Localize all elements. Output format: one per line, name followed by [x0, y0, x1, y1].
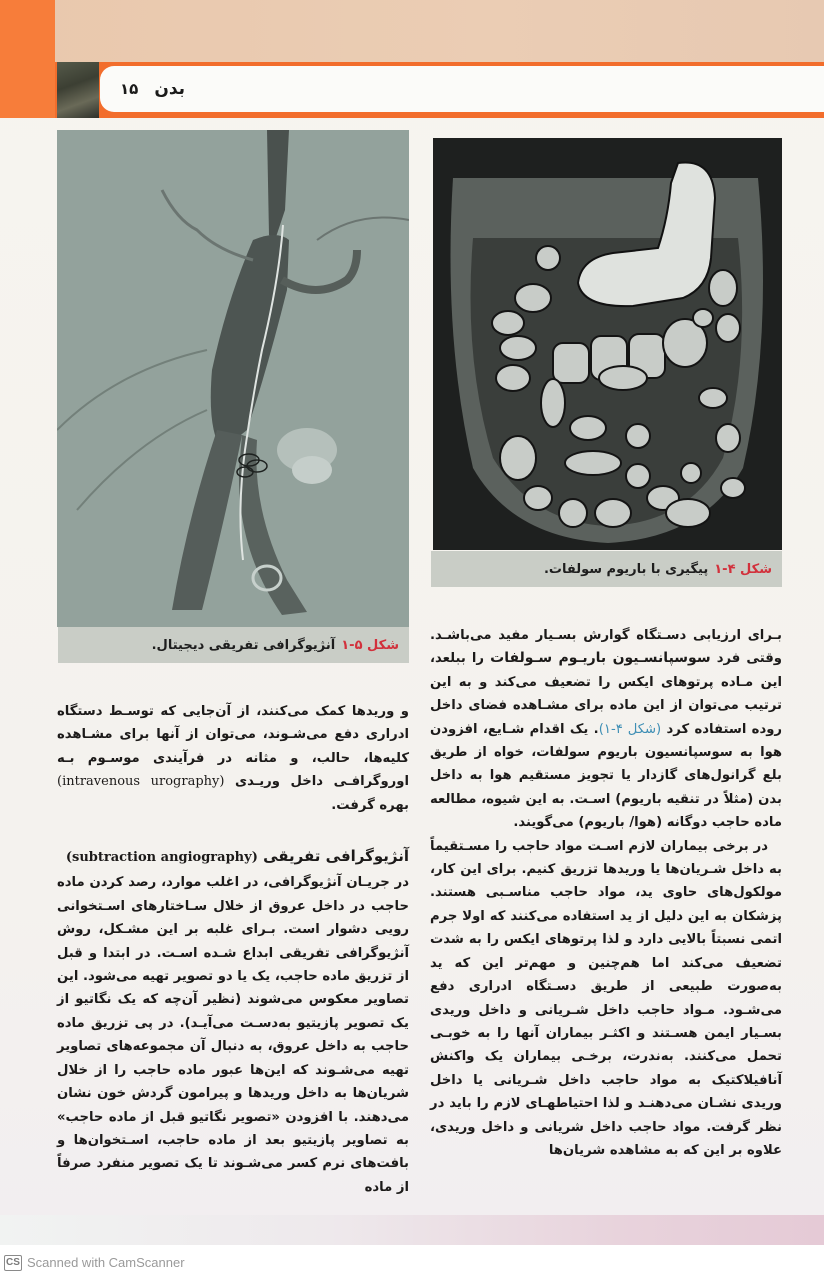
- figure-subtraction-angiography: [57, 130, 409, 627]
- key-term-barium-sulfate: سوسپانسـیون باریـوم سـولفات: [490, 650, 711, 667]
- text-run: . یک اقدام شـایع، افزودن هوا به سوسپانسیون باریوم سولفات، خواه از طریق بلع گرانول‌های گازدار یا تجویز مستقیم هوا به داخل بدن (مثلاً در تنقیه باریوم) اسـت. به این شیوه، مطالعه ماده حاجب دوگانه (هوا/ باریوم) می‌گویند.: [430, 721, 782, 831]
- english-term: (intravenous: [62, 774, 225, 790]
- text-run: بـرای ارزیابی دسـتگاه گوارش بسـیار مفید می‌باشـد. وقتی فرد: [430, 628, 782, 667]
- figure-caption-text: پیگیری با باریوم سولفات.: [543, 561, 709, 577]
- figure-caption-text: آنژیوگرافی تفریقی دیجیتال.: [151, 637, 336, 653]
- scanner-watermark-bar: [0, 1245, 824, 1280]
- top-decorative-band: [0, 0, 824, 62]
- figure-reference-link[interactable]: (شکل ۴-۱): [598, 721, 662, 737]
- figure-label: شکل ۵-۱: [341, 637, 399, 653]
- barium-mri-image: [433, 138, 782, 550]
- camscanner-logo-icon: CS: [4, 1255, 22, 1271]
- scanner-watermark-text: Scanned with CamScanner: [27, 1255, 185, 1270]
- english-term: urography): [57, 774, 220, 790]
- angiography-image: [57, 130, 409, 627]
- heading-english: (subtraction angiography): [65, 850, 258, 866]
- header-thumbnail-image: [57, 62, 99, 118]
- text-run: و وریدها کمک می‌کنند، از آن‌جایی که توسـط دستگاه ادراری دفع می‌شـوند، می‌توان از آنها برای مشـاهده کلیه‌ها، حالب، و مثانه در فرآیندی موسـوم بـه اوروگرافـی داخل وریـدی: [57, 704, 409, 790]
- orange-edge-strip: [0, 0, 55, 118]
- paragraph-subtraction-angiography: در جریـان آنژیوگرافی، در اغلب موارد، رصد کردن ماده حاجب در داخل عروق از خلال سـاختارهای اسـتخوانی رویی دشوار است. بـرای غلبه بر این مشـکل، روش آنژیوگرافی تفریقی ابداع شـده اسـت. در ابتدا و قبل از تزریق ماده حاجب، یک یا دو تصویر تهیه می‌شود. این تصاویر معکوس می‌شوند (نظیر آن‌چه که یک نگاتیو از یک تصویر پازیتیو به‌دسـت می‌آیـد). در پی تزریق ماده حاجب به داخل عروق، به دنبال آن مجموعه‌های تصاویر تهیه می‌شـوند که این‌ها عبور ماده حاجب را از خلال شریان‌ها به داخل وریدها و پیرامون گردش خون نشان می‌دهند. با افزودن «تصویر نگاتیو قبل از ماده حاجب» به تصاویر پازیتیو بعد از ماده حاجب، اسـتخوان‌ها و بافت‌های نرم کسر می‌شـوند تا یک تصویر منفرد صرفاً از ماده: [57, 875, 409, 1195]
- paragraph-urography: [57, 700, 409, 817]
- paragraph-contrast-injection: در برخی بیماران لازم اسـت مواد حاجب را مسـتقیماً به داخل شـریان‌ها یا وریدها تزریق کنیم. برای این کار، مولکول‌های حاوی ید، مواد حاجب مناسـبی هستند. پزشکان به این دلیل از ید استفاده می‌کنند که اولا جرم اتمی نسبتاً بالایی دارد و لذا پرتوهای ایکس را به شدت تضعیف می‌کند اما هم‌چنین و مهم‌تر این که ید به‌صورت طبیعی از طریق دسـتگاه ادراری دفع می‌شـود. مـواد حاجب داخل شـریانی و داخل وریدی بسـیار ایمن هسـتند و اکثـر بیماران آنها را به خوبـی تحمل می‌کنند. به‌ندرت، برخـی بیماران یک واکنش آنافیلاکتیک به مواد حاجب داخل شـریانی یا داخل وریدی نشـان می‌دهنـد و لذا احتیاطهـای لازم را باید در نظر گرفت. مواد حاجب داخل شریانی و داخل وریدی، علاوه بر این که به مشاهده شریان‌ها: [430, 838, 782, 1158]
- page-number: ۱۵: [120, 80, 139, 98]
- text-run: را ببلعد، این مـاده پرتوهای ایکس را تضعیف می‌کند و به این ترتیب می‌توان از این ماده برای مشـاهده فضای داخل روده استفاده کرد: [430, 651, 782, 737]
- section-heading: [57, 845, 409, 869]
- running-header: [100, 66, 824, 112]
- right-text-column: [430, 624, 782, 1162]
- figure-label: شکل ۴-۱: [714, 561, 772, 577]
- text-run: بهره گرفت.: [331, 797, 409, 813]
- paragraph-barium: [430, 624, 782, 835]
- heading-persian: آنژیوگرافی تفریقی: [257, 847, 409, 866]
- figure-caption-1-4: [431, 551, 782, 587]
- figure-barium-mri: [433, 138, 782, 550]
- chapter-title: بدن: [154, 79, 186, 99]
- page-bottom-edge: [0, 1215, 824, 1245]
- figure-caption-1-5: [58, 627, 409, 663]
- left-text-column: [57, 700, 409, 1199]
